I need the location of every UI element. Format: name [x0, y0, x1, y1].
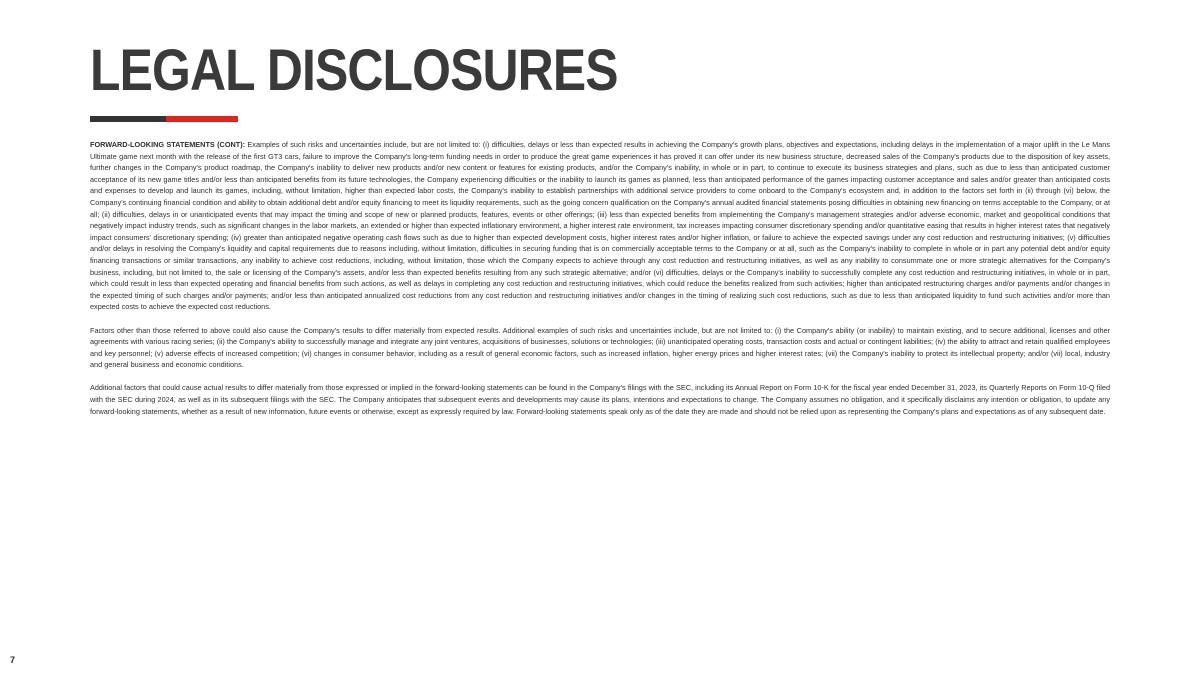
other-factors-paragraph: Factors other than those referred to above could also cause the Company's results to differ materially from expected results. Additional examples of such risks and uncertainties include, but are not limited to: (i) the Company's ability (or inability) to maintain existing, and to secure additional, licenses and other agreements with various racing series; (ii) the Company's ability to successfully manage and integrate any joint ventures, acquisitions of businesses, solutions or technologies; (iii) unanticipated operating costs, transaction costs and actual or contingent liabilities; (iv) the ability to attract and retain qualified employees and key personnel; (v) adverse effects of increased competition; (vi) changes in consumer behavior, including as a result of general economic factors, such as increased inflation, higher energy prices and higher interest rates; (vii) the Company's inability to protect its intellectual property; and/or (vii) local, industry and general business and economic conditions. — [90, 325, 1110, 370]
disclosure-body — [90, 139, 1110, 429]
forward-looking-statements-paragraph — [90, 139, 1110, 313]
page-number: 7 — [10, 655, 16, 665]
title-underline-dark-segment — [90, 116, 166, 122]
forward-looking-text: Examples of such risks and uncertainties include, but are not limited to: (i) difficulties, delays or less than expected results in achieving the Company's growth plans, objectives and expectations, including delays in the implementation of a major uplift in the Le Mans Ultimate game next month with the release of the first GT3 cars, failure to improve the Company's long-term funding needs in order to produce the great game experiences it has proved it can offer under its new business structure, decreased sales of the Company's products due to the disposition of key assets, further changes in the Company's product roadmap, the Company's inability to deliver new products and/or new content or features for existing products, and/or the Company's inability, in whole or in part, to continue to execute its business strategies and plans, such as due to less than anticipated customer acceptance of its new game titles and/or less than anticipated benefits from its future technologies, the Company experiencing difficulties or the inability to launch its games as planned, less than anticipated performance of the games impacting customer acceptance and sales and/or greater than anticipated costs and expenses to develop and launch its games, including, without limitation, higher than expected labor costs, the Company's inability to establish partnerships with additional service providers to come onboard to the Company's ecosystem and, in addition to the factors set forth in (ii) through (vi) below, the Company's continuing financial condition and ability to obtain additional debt and/or equity financing to meet its liquidity requirements, such as the going concern qualification on the Company's annual audited financial statements posing difficulties in obtaining new financing on terms acceptable to the Company, or at all; (ii) difficulties, delays in or unanticipated events that may impact the timing and scope of new or planned products, features, events or other offerings; (iii) less than expected benefits from implementing the Company's management strategies and/or adverse economic, market and geopolitical conditions that negatively impact industry trends, such as significant changes in the labor markets, an extended or higher than expected inflationary environment, a higher interest rate environment, tax increases impacting consumer discretionary spending and/or quantitative easing that results in higher interest rates that negatively impact consumers' discretionary spending; (iv) greater than anticipated negative operating cash flows such as due to higher than expected development costs, higher interest rates and/or higher inflation, or failure to achieve the expected savings under any cost reduction and restructuring initiatives; (v) difficulties and/or delays in resolving the Company's liquidity and capital requirements due to reasons including, without limitation, difficulties in securing funding that is on commercially acceptable terms to the Company or at all, such as the Company's inability to complete in whole or in part any potential debt and/or equity financing transactions or similar transactions, any inability to achieve cost reductions, including, without limitation, those which the Company expects to achieve through any cost reduction and restructuring initiatives, as well as any inability to consummate one or more strategic alternatives for the Company's business, including, but not limited to, the sale or licensing of the Company's assets, and/or less than expected benefits resulting from any such strategic alternative; and/or (vi) difficulties, delays or the Company's inability to successfully complete any cost reduction and restructuring initiatives, in whole or in part, which could result in less than expected operating and financial benefits from such actions, as well as delays in completing any cost reduction and restructuring initiatives, which could reduce the benefits realized from such activities; higher than anticipated restructuring charges and/or payments and/or changes in the expected timing of such charges and/or payments; and/or less than anticipated annualized cost reductions from any cost reduction and restructuring initiatives and/or changes in the timing of realizing such cost reductions, such as due to less than anticipated liquidity to fund such activities and/or more than expected costs to achieve the expected cost reductions. — [90, 140, 1110, 312]
title-underline-red-segment — [166, 116, 238, 122]
title-underline — [90, 116, 238, 122]
forward-looking-heading: FORWARD-LOOKING STATEMENTS (CONT): — [90, 140, 246, 149]
additional-factors-paragraph: Additional factors that could cause actual results to differ materially from those expressed or implied in the forward-looking statements can be found in the Company's filings with the SEC, including its Annual Report on Form 10-K for the fiscal year ended December 31, 2023, its Quarterly Reports on Form 10-Q filed with the SEC during 2024, as well as in its subsequent filings with the SEC. The Company anticipates that subsequent events and developments may cause its plans, intentions and expectations to change. The Company assumes no obligation, and it specifically disclaims any intention or obligation, to update any forward-looking statements, whether as a result of new information, future events or otherwise, except as expressly required by law. Forward-looking statements speak only as of the date they are made and should not be relied upon as representing the Company's plans and expectations as of any subsequent date. — [90, 383, 1110, 416]
page-title: LEGAL DISCLOSURES — [90, 38, 618, 103]
